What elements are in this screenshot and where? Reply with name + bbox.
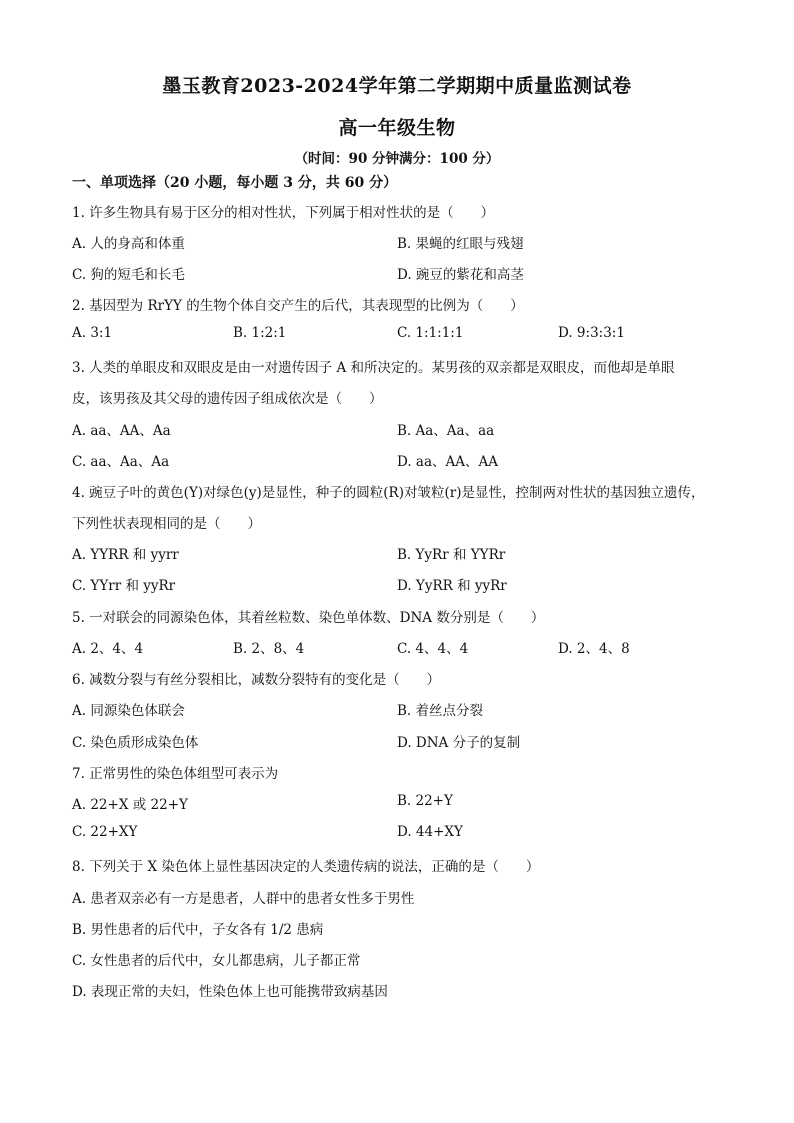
question-5-option-a: A. 2、4、4: [72, 641, 144, 657]
question-1-option-d: D. 豌豆的紫花和高茎: [397, 267, 524, 283]
question-3-option-b: B. Aa、Aa、aa: [397, 423, 495, 439]
question-5-option-c: C. 4、4、4: [397, 641, 469, 657]
question-6-stem: 6. 减数分裂与有丝分裂相比，减数分裂特有的变化是（ ）: [72, 672, 441, 688]
question-2-option-a: A. 3:1: [72, 325, 113, 341]
question-3-option-a: A. aa、AA、Aa: [72, 423, 171, 439]
question-2-option-c: C. 1:1:1:1: [397, 325, 464, 341]
question-7-option-d: D. 44+XY: [397, 824, 463, 840]
question-8-option-b: B. 男性患者的后代中，子女各有 1/2 患病: [72, 922, 324, 938]
question-2-option-d: D. 9:3:3:1: [558, 325, 625, 341]
question-4-option-d: D. YyRR 和 yyRr: [397, 578, 507, 594]
question-8-option-d: D. 表现正常的夫妇，性染色体上也可能携带致病基因: [72, 984, 388, 1000]
question-8-stem: 8. 下列关于 X 染色体上显性基因决定的人类遗传病的说法，正确的是（ ）: [72, 859, 540, 875]
question-5-option-d: D. 2、4、8: [558, 641, 630, 657]
question-4-stem-line1: 4. 豌豆子叶的黄色(Y)对绿色(y)是显性，种子的圆粒(R)对皱粒(r)是显性，控制两对性状的基因独立遗传，: [72, 485, 705, 501]
question-5-option-b: B. 2、8、4: [233, 641, 305, 657]
question-1-option-a: A. 人的身高和体重: [72, 236, 185, 252]
exam-info: （时间：90 分钟满分：100 分）: [294, 151, 500, 167]
question-2-stem: 2. 基因型为 RrYY 的生物个体自交产生的后代，其表现型的比例为（ ）: [72, 298, 524, 314]
question-7-option-b: B. 22+Y: [397, 793, 453, 809]
exam-title: 墨玉教育2023-2024学年第二学期期中质量监测试卷: [162, 75, 632, 97]
question-7-option-a: A. 22+X 或 22+Y: [72, 797, 188, 813]
question-7-option-c: C. 22+XY: [72, 824, 138, 840]
question-8-option-a: A. 患者双亲必有一方是患者，人群中的患者女性多于男性: [72, 891, 415, 907]
question-1-stem: 1. 许多生物具有易于区分的相对性状，下列属于相对性状的是（ ）: [72, 205, 495, 221]
question-1-option-b: B. 果蝇的红眼与残翅: [397, 236, 524, 252]
question-6-option-b: B. 着丝点分裂: [397, 703, 484, 719]
question-3-option-d: D. aa、AA、AA: [397, 454, 499, 470]
question-3-option-c: C. aa、Aa、Aa: [72, 454, 170, 470]
question-3-stem-line2: 皮，该男孩及其父母的遗传因子组成依次是（ ）: [72, 391, 383, 407]
question-4-option-b: B. YyRr 和 YYRr: [397, 547, 506, 563]
question-5-stem: 5. 一对联会的同源染色体，其着丝粒数、染色单体数、DNA 数分别是（ ）: [72, 610, 545, 626]
question-6-option-d: D. DNA 分子的复制: [397, 735, 521, 751]
question-1-option-c: C. 狗的短毛和长毛: [72, 267, 185, 283]
question-2-option-b: B. 1:2:1: [233, 325, 287, 341]
question-6-option-c: C. 染色质形成染色体: [72, 735, 199, 751]
question-7-stem: 7. 正常男性的染色体组型可表示为: [72, 766, 279, 782]
section-heading: 一、单项选择（20 小题，每小题 3 分，共 60 分）: [72, 175, 398, 191]
question-8-option-c: C. 女性患者的后代中，女儿都患病，儿子都正常: [72, 953, 361, 969]
question-4-option-a: A. YYRR 和 yyrr: [72, 547, 179, 563]
exam-subject: 高一年级生物: [338, 117, 456, 139]
question-4-stem-line2: 下列性状表现相同的是（ ）: [72, 516, 261, 532]
question-6-option-a: A. 同源染色体联会: [72, 703, 185, 719]
question-4-option-c: C. YYrr 和 yyRr: [72, 578, 176, 594]
question-3-stem-line1: 3. 人类的单眼皮和双眼皮是由一对遗传因子 A 和所决定的。某男孩的双亲都是双眼皮，而他却是单眼: [72, 360, 675, 376]
